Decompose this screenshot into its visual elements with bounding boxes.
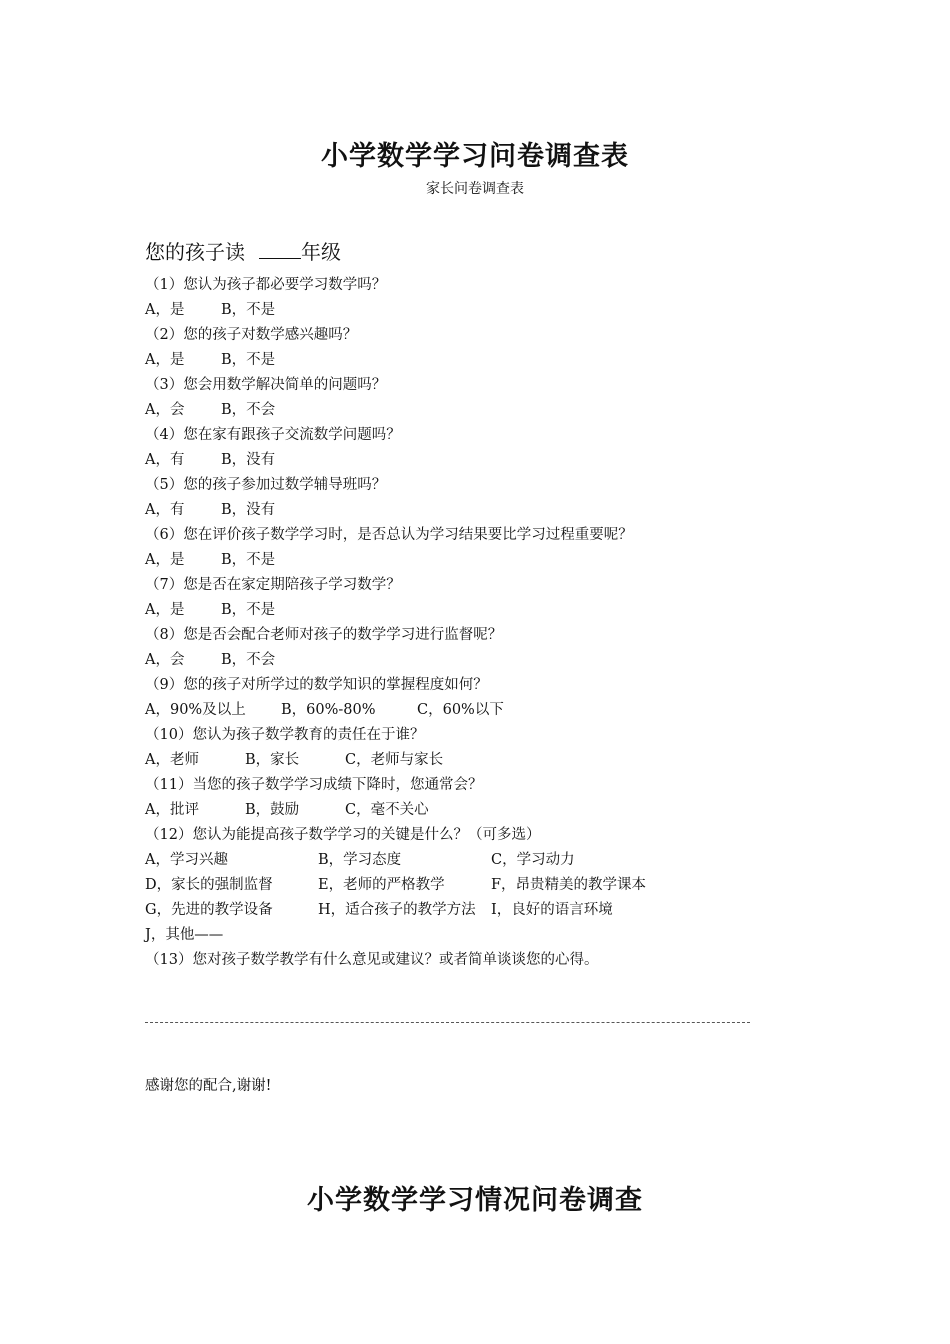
question-4-options	[145, 448, 765, 473]
multi-option[interactable]: E，老师的严格教学	[318, 877, 445, 893]
multi-option[interactable]: D，家长的强制监督	[145, 877, 273, 893]
question-9-options	[145, 698, 765, 723]
option-c[interactable]: C，60%以下	[417, 702, 504, 718]
question-1-options	[145, 298, 765, 323]
grade-prefix: 您的孩子读	[145, 240, 245, 264]
grade-fill-blank	[257, 236, 341, 265]
question-8: （8）您是否会配合老师对孩子的数学学习进行监督呢？	[145, 627, 503, 643]
option-c[interactable]: C，老师与家长	[345, 752, 444, 768]
question-7: （7）您是否在家定期陪孩子学习数学？	[145, 577, 401, 593]
question-9: （9）您的孩子对所学过的数学知识的掌握程度如何？	[145, 677, 488, 693]
question-10: （10）您认为孩子数学教育的责任在于谁？	[145, 727, 425, 743]
option-a[interactable]: A，会	[145, 652, 185, 668]
question-12-options-row	[145, 923, 765, 948]
question-12-options-row	[145, 898, 765, 923]
option-a[interactable]: A，是	[145, 352, 185, 368]
multi-option[interactable]: H，适合孩子的教学方法	[318, 902, 476, 918]
option-b[interactable]: B，没有	[221, 502, 276, 518]
second-page-title: 小学数学学习情况问卷调查	[307, 1185, 643, 1216]
thanks-note: 感谢您的配合,谢谢!	[145, 1078, 272, 1094]
question-12: （12）您认为能提高孩子数学学习的关键是什么？（可多选）	[145, 827, 541, 843]
option-b[interactable]: B，不是	[221, 552, 276, 568]
question-4: （4）您在家有跟孩子交流数学问题吗？	[145, 427, 401, 443]
multi-option[interactable]: B，学习态度	[318, 852, 402, 868]
question-10-options	[145, 748, 765, 773]
question-12-options-row	[145, 848, 765, 873]
option-b[interactable]: B，鼓励	[245, 802, 300, 818]
multi-option[interactable]: C，学习动力	[491, 852, 575, 868]
question-6: （6）您在评价孩子数学学习时，是否总认为学习结果要比学习过程重要呢？	[145, 527, 633, 543]
multi-option[interactable]: A，学习兴趣	[145, 852, 228, 868]
page-subtitle: 家长问卷调查表	[426, 181, 524, 197]
question-5-options	[145, 498, 765, 523]
question-6-options	[145, 548, 765, 573]
option-a[interactable]: A，老师	[145, 752, 199, 768]
grade-suffix: 年级	[301, 240, 341, 264]
question-8-options	[145, 648, 765, 673]
multi-option[interactable]: F，昂贵精美的教学课本	[491, 877, 647, 893]
question-7-options	[145, 598, 765, 623]
question-2-options	[145, 348, 765, 373]
option-b[interactable]: B，不会	[221, 402, 276, 418]
questionnaire	[145, 273, 765, 973]
option-a[interactable]: A，有	[145, 502, 185, 518]
multi-option[interactable]: J，其他——	[145, 927, 224, 943]
option-a[interactable]: A，会	[145, 402, 185, 418]
option-b[interactable]: B，家长	[245, 752, 300, 768]
question-12-options-row	[145, 873, 765, 898]
multi-option[interactable]: G，先进的教学设备	[145, 902, 273, 918]
option-b[interactable]: B，不是	[221, 352, 276, 368]
page-title: 小学数学学习问卷调查表	[321, 141, 629, 172]
option-a[interactable]: A，是	[145, 302, 185, 318]
option-c[interactable]: C，毫不关心	[345, 802, 429, 818]
option-a[interactable]: A，批评	[145, 802, 199, 818]
dashed-divider	[145, 1022, 750, 1023]
grade-line	[145, 236, 341, 265]
question-3-options	[145, 398, 765, 423]
option-b[interactable]: B，不是	[221, 602, 276, 618]
question-2: （2）您的孩子对数学感兴趣吗？	[145, 327, 358, 343]
option-a[interactable]: A，有	[145, 452, 185, 468]
multi-option[interactable]: I，良好的语言环境	[491, 902, 613, 918]
question-11: （11）当您的孩子数学学习成绩下降时，您通常会？	[145, 777, 483, 793]
question-3: （3）您会用数学解决简单的问题吗？	[145, 377, 387, 393]
question-11-options	[145, 798, 765, 823]
option-a[interactable]: A，90%及以上	[145, 702, 246, 718]
question-13: （13）您对孩子数学教学有什么意见或建议？或者简单谈谈您的心得。	[145, 952, 599, 968]
option-b[interactable]: B，没有	[221, 452, 276, 468]
option-a[interactable]: A，是	[145, 602, 185, 618]
option-b[interactable]: B，不会	[221, 652, 276, 668]
question-5: （5）您的孩子参加过数学辅导班吗？	[145, 477, 387, 493]
option-a[interactable]: A，是	[145, 552, 185, 568]
option-b[interactable]: B，60%-80%	[281, 702, 376, 718]
option-b[interactable]: B，不是	[221, 302, 276, 318]
question-1: （1）您认为孩子都必要学习数学吗？	[145, 277, 387, 293]
